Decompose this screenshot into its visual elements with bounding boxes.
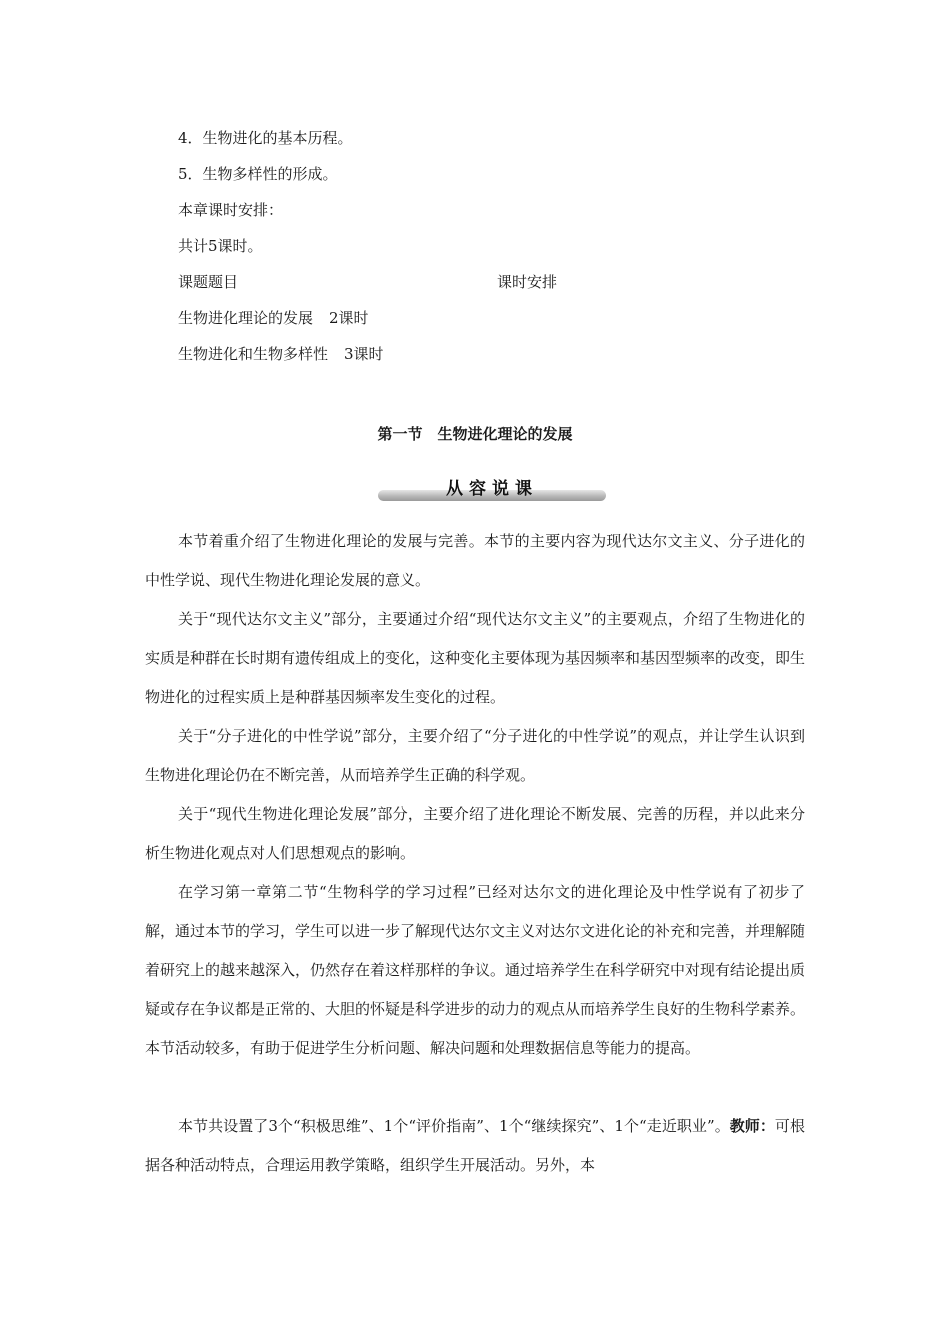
- paragraph-intro: 本节着重介绍了生物进化理论的发展与完善。本节的主要内容为现代达尔文主义、分子进化的中性学说、现代生物进化理论发展的意义。: [145, 532, 805, 589]
- banner-label: 从容说课: [446, 479, 538, 499]
- table-row: [178, 308, 369, 328]
- schedule-total: 共计5课时。: [178, 237, 263, 255]
- section-title: 第一节 生物进化理论的发展: [377, 425, 573, 443]
- table-cell-hours: 3课时: [344, 345, 384, 363]
- table-header-hours: 课时安排: [497, 273, 558, 291]
- paragraph-theory-development: 关于“现代生物进化理论发展”部分，主要介绍了进化理论不断发展、完善的历程，并以此来分析生物进化观点对人们思想观点的影响。: [145, 805, 805, 862]
- paragraph-neutral-theory: 关于“分子进化的中性学说”部分，主要介绍了“分子进化的中性学说”的观点，并让学生认识到生物进化理论仍在不断完善，从而培养学生正确的科学观。: [145, 727, 805, 784]
- table-row: [178, 344, 384, 364]
- table-cell-topic: 生物进化理论的发展: [178, 309, 314, 327]
- schedule-heading: 本章课时安排：: [178, 201, 284, 219]
- outline-item-4: 4．生物进化的基本历程。: [178, 129, 353, 147]
- section-banner: [378, 478, 606, 504]
- table-header-topic: 课题题目: [178, 273, 239, 291]
- paragraph-activities: [145, 1107, 805, 1185]
- activities-text-cont: 可根据各种活动特点，合理运用教学策略，组织学生开展活动。另外，本: [145, 1117, 805, 1174]
- table-cell-topic: 生物进化和生物多样性: [178, 345, 329, 363]
- paragraph-learning: 在学习第一章第二节“生物科学的学习过程”已经对达尔文的进化理论及中性学说有了初步了解，通过本节的学习，学生可以进一步了解现代达尔文主义对达尔文进化论的补充和完善，并理解随着研究上的越来越深入，仍然存在着这样那样的争议。通过培养学生在科学研究中对现有结论提出质疑或存在争议都是正常的、大胆的怀疑是科学进步的动力的观点从而培养学生良好的生物科学素养。本节活动较多，有助于促进学生分析问题、解决问题和处理数据信息等能力的提高。: [145, 883, 806, 1057]
- outline-item-5: 5．生物多样性的形成。: [178, 165, 338, 183]
- teacher-label: 教师：: [729, 1117, 775, 1135]
- activities-text: 本节共设置了3个“积极思维”、1个“评价指南”、1个“继续探究”、1个“走近职业”。: [178, 1117, 730, 1135]
- table-cell-hours: 2课时: [329, 309, 369, 327]
- paragraph-darwinism: 关于“现代达尔文主义”部分，主要通过介绍“现代达尔文主义”的主要观点，介绍了生物进化的实质是种群在长时期有遗传组成上的变化，这种变化主要体现为基因频率和基因型频率的改变，即生物进化的过程实质上是种群基因频率发生变化的过程。: [145, 610, 806, 706]
